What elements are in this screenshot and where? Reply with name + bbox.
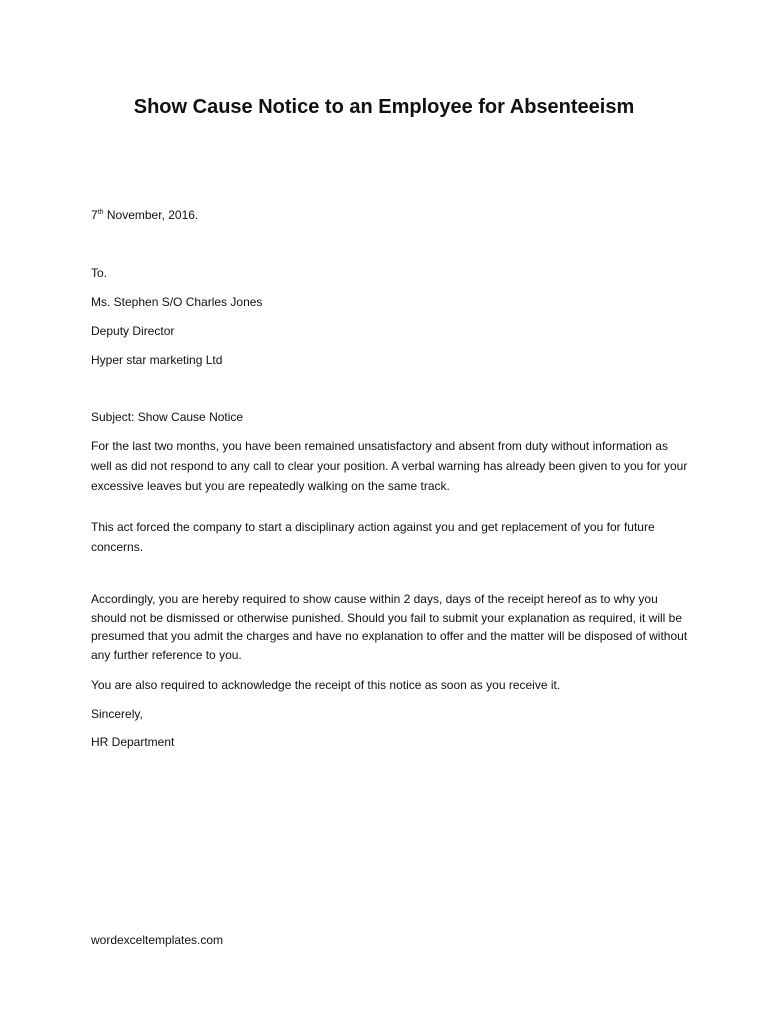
sign-off: Sincerely, [91,707,143,721]
recipient-company: Hyper star marketing Ltd [91,353,223,367]
date-rest: November, 2016. [103,208,199,222]
recipient-to: To. [91,266,108,280]
body-paragraph-1: For the last two months, you have been remained unsatisfactory and absent from duty without information as well as did not respond to any call to clear your position. A verbal warning has already been given to you for your excessive leaves but you are repeatedly walking on the same track. [91,439,688,493]
letter-date [91,208,198,222]
sender: HR Department [91,735,175,749]
document-title: Show Cause Notice to an Employee for Absenteeism [133,96,635,118]
recipient-designation: Deputy Director [91,324,175,338]
body-paragraph-3: Accordingly, you are hereby required to show cause within 2 days, days of the receipt hereof as to why you should not be dismissed or otherwise punished. Should you fail to submit your explanation as required, it will be presumed that you admit the charges and have no explanation to offer and the matter will be disposed of without any further reference to you. [91,592,688,662]
date-day: 7 [91,208,98,222]
recipient-name: Ms. Stephen S/O Charles Jones [91,295,263,309]
letter-subject: Subject: Show Cause Notice [91,410,244,424]
date-suffix: th [97,209,104,216]
footer-website: wordexceltemplates.com [91,933,224,947]
body-paragraph-4: You are also required to acknowledge the receipt of this notice as soon as you receive it. [91,678,561,692]
body-paragraph-2: This act forced the company to start a disciplinary action against you and get replacement of you for future concerns. [91,520,655,554]
